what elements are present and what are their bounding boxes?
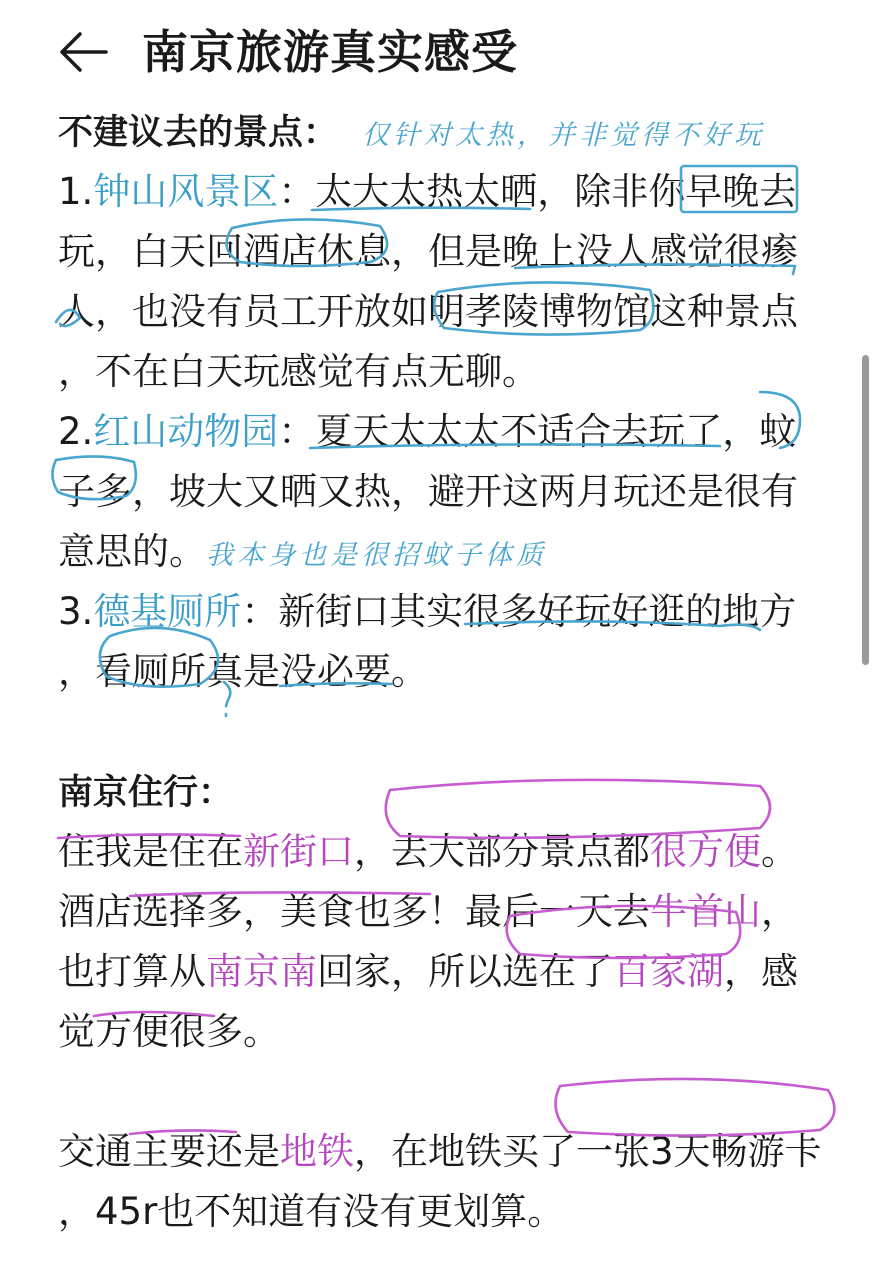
text-span: 住我是住在 [58,830,243,873]
section-heading-text: 不建议去的景点： [58,113,339,153]
text-line: 子多，坡大又晒又热，避开这两月玩还是很有 [58,470,798,513]
text-span: ， [761,890,798,933]
item-number: 2. [58,410,94,453]
handwritten-note: 我本身也是很招蚊子体质 [206,540,547,571]
section-heading-attractions [58,102,818,162]
text-line: 觉方便很多。 [58,1010,280,1053]
list-item-hongshan [58,402,818,462]
list-item-deji [58,582,818,642]
item-text: 意思的。 [58,530,206,573]
tag-link-niushoushan[interactable]: 牛首山 [650,890,761,933]
scrollbar[interactable] [862,355,869,665]
text-line: 人，也没有员工开放如明孝陵博物馆这种景点 [58,290,798,333]
section-heading-stay [58,762,818,822]
page-title: 南京旅游真实感受 [142,25,518,79]
tag-link-hongshan[interactable]: 红山动物园 [93,410,279,453]
text-span: 交通主要还是 [58,1130,280,1173]
text-line [58,822,818,882]
text-line [58,942,818,1002]
text-span: 。 [761,830,798,873]
list-item-zhongshan [58,162,818,222]
tag-link-zhongshan[interactable]: 钟山风景区 [93,170,279,213]
tag-link-nanjingnan[interactable]: 南京南 [206,950,317,993]
tag-link-deji[interactable]: 德基厕所 [93,590,242,633]
text-line: 玩，白天回酒店休息，但是晚上没人感觉很瘆 [58,230,798,273]
text-span: 酒店选择多，美食也多！最后一天去 [58,890,650,933]
back-button[interactable] [56,28,112,76]
text-line: ，看厕所真是没必要。 [58,650,428,693]
text-line: ，45r也不知道有没有更划算。 [58,1190,565,1233]
app-header [0,0,877,100]
item-text: ：太大太热太晒，除非你早晚去 [278,170,797,213]
text-span: ，在地铁买了一张3天畅游卡 [354,1130,822,1173]
item-number: 1. [58,170,94,213]
tag-link-xinjiekou[interactable]: 新街口 [243,830,354,873]
item-text: ：新街口其实很多好玩好逛的地方 [241,590,797,633]
text-line: ，不在白天玩感觉有点无聊。 [58,350,539,393]
item-text: ：夏天太太太不适合去玩了，蚊 [278,410,797,453]
post-body [58,102,822,1242]
text-line [58,522,818,582]
handwritten-note: 仅针对太热，并非觉得不好玩 [362,120,766,151]
item-number: 3. [58,590,94,633]
text-line [58,882,818,942]
tag-link-subway[interactable]: 地铁 [280,1130,354,1173]
text-span: ，感 [724,950,798,993]
text-span: ，去大部分景点都 [354,830,650,873]
text-span: 回家，所以选在了 [317,950,613,993]
text-line [58,1122,822,1182]
highlight-text: 很方便 [650,830,761,873]
arrow-left-icon [56,28,112,76]
text-span: 也打算从 [58,950,206,993]
tag-link-baijiahu[interactable]: 百家湖 [613,950,724,993]
section-heading-text: 南京住行： [58,773,234,813]
